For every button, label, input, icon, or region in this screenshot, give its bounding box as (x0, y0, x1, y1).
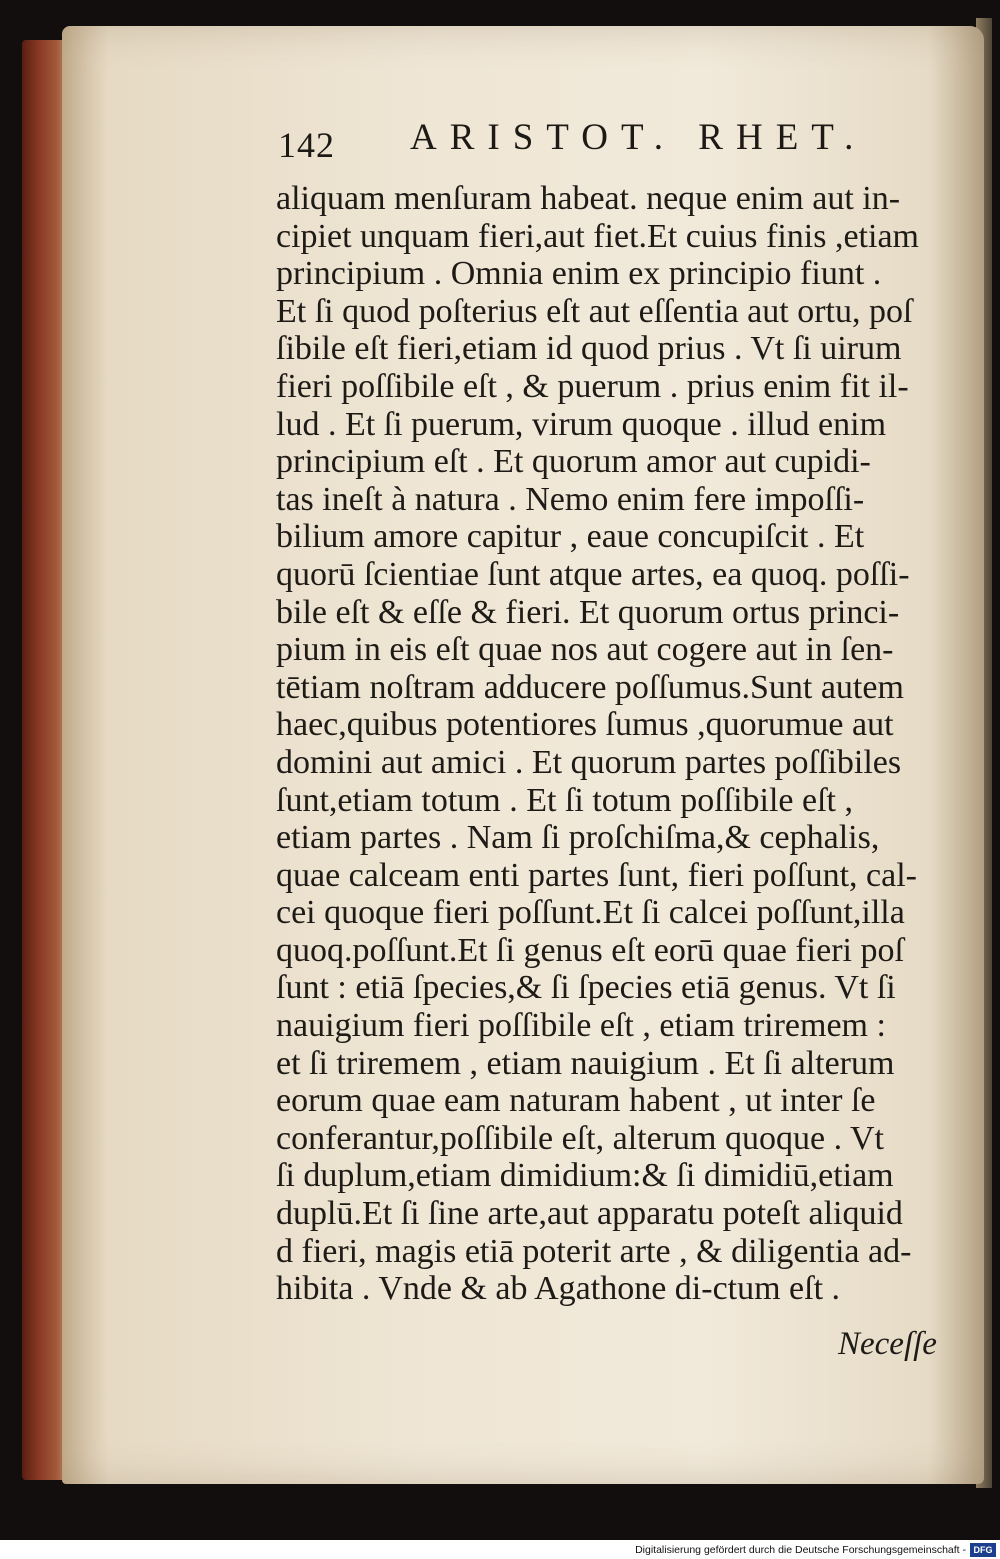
text-line: fieri poſſibile eſt , & puerum . prius enim fit il- (276, 367, 909, 405)
text-line: quae calceam enti partes ſunt, fieri poſſunt, cal- (276, 856, 918, 894)
text-line: pium in eis eſt quae nos aut cogere aut in ſen- (276, 631, 894, 669)
text-line: haec,quibus potentiores ſumus ,quorumue aut (276, 706, 894, 744)
text-line: eorum quae eam naturam habent , ut inter ſe (276, 1082, 876, 1120)
dfg-logo: DFG (970, 1543, 996, 1557)
text-line: nauigium fieri poſſibile eſt , etiam triremem : (276, 1007, 886, 1045)
text-line: ſunt,etiam totum . Et ſi totum poſſibile eſt , (276, 781, 854, 819)
text-line: duplū.Et ſi ſine arte,aut apparatu poteſt aliquid (276, 1195, 903, 1233)
text-line: quoq.poſſunt.Et ſi genus eſt eorū quae fieri poſ (276, 931, 904, 969)
page-number: 142 (278, 125, 335, 165)
text-line: etiam partes . Nam ſi proſchiſma,& cephalis, (276, 819, 880, 857)
running-title: ARISTOT. RHET. (410, 117, 867, 158)
catchword: Neceſſe (838, 1326, 937, 1362)
text-line: hibita . Vnde & ab Agathone di-ctum eſt . (276, 1270, 841, 1308)
text-line: aliquam menſuram habeat. neque enim aut in- (276, 180, 901, 217)
text-line: cei quoque fieri poſſunt.Et ſi calcei poſſunt,illa (276, 894, 905, 932)
text-line: tas ineſt à natura . Nemo enim fere impoſſi- (276, 480, 865, 518)
text-line: domini aut amici . Et quorum partes poſſibiles (276, 743, 902, 781)
text-line: Et ſi quod poſterius eſt aut eſſentia aut ortu, poſ (276, 292, 913, 330)
text-line: lud . Et ſi puerum, virum quoque . illud enim (276, 405, 887, 443)
text-line: conferantur,poſſibile eſt, alterum quoque . Vt (276, 1119, 884, 1157)
running-head (278, 116, 878, 176)
text-line: quorū ſcientiae ſunt atque artes, ea quoq. poſſi- (276, 555, 910, 593)
page-body-text (276, 180, 956, 1308)
text-line: d fieri, magis etiā poterit arte , & diligentia ad- (276, 1232, 912, 1270)
text-line: bile eſt & eſſe & fieri. Et quorum ortus princi- (276, 593, 900, 631)
text-line: cipiet unquam fieri,aut fiet.Et cuius finis ,etiam (276, 217, 919, 255)
funding-credit: Digitalisierung gefördert durch die Deutsche Forschungsgemeinschaft - (635, 1544, 966, 1556)
text-line: bilium amore capitur , eaue concupiſcit . Et (276, 518, 865, 556)
text-line: tētiam noſtram adducere poſſumus.Sunt autem (276, 668, 904, 706)
text-line: et ſi triremem , etiam nauigium . Et ſi alterum (276, 1044, 895, 1082)
text-line: ſi duplum,etiam dimidium:& ſi dimidiū,etiam (276, 1157, 894, 1195)
text-line: principium . Omnia enim ex principio fiunt . (276, 255, 882, 293)
text-line: principium eſt . Et quorum amor aut cupidi- (276, 443, 871, 481)
text-line: ſibile eſt fieri,etiam id quod prius . Vt ſi uirum (276, 330, 902, 368)
text-line: ſunt : etiā ſpecies,& ſi ſpecies etiā genus. Vt ſi (276, 969, 896, 1007)
